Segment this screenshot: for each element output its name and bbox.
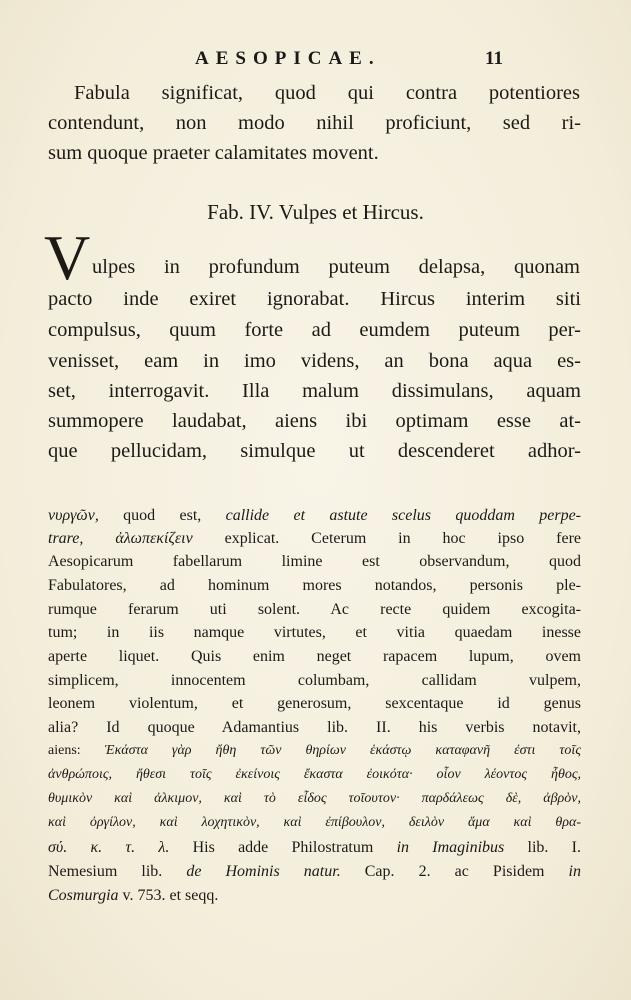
fable-line: que pellucidam, simulque ut descenderet adhor- [48, 440, 581, 462]
italic-text: Cosmurgia [48, 887, 119, 904]
greek-text: καὶ ὀργίλον, καὶ λοχητικὸν, καὶ ἐπίβουλον, δειλὸν ἅμα καὶ θρα- [48, 815, 581, 830]
moral-line: Fabula significat, quod qui contra potentiores [74, 82, 580, 104]
footnote-line [48, 788, 581, 810]
footnote-line [48, 861, 581, 883]
footnote-line: tum; in iis namque virtutes, et vitia quaedam inesse [48, 624, 581, 641]
greek-text: ἀνθρώποις, ἤθεσι τοῖς ἐκείνοις ἔκαστα ἐοικότα· οἷον λέοντος ἦθος, [48, 767, 581, 782]
latin-text: Cap. 2. ac Pisidem [340, 863, 545, 880]
fable-line: summopere laudabat, aiens ibi optimam esse at- [48, 410, 581, 432]
footnote-line: Fabulatores, ad hominum mores notandos, personis ple- [48, 577, 581, 594]
italic-text: de Hominis natur. [162, 863, 341, 880]
latin-text: v. 753. et seqq. [118, 887, 219, 904]
latin-text: lib. I. [504, 839, 582, 856]
footnote-line: aperte liquet. Quis enim neget rapacem lupum, ovem [48, 648, 581, 665]
fable-line: compulsus, quum forte ad eumdem puteum per- [48, 319, 581, 341]
footnote-line [48, 505, 581, 527]
fable-line: venisset, eam in imo videns, an bona aqua es- [48, 350, 581, 372]
latin-text: His adde Philostratum [169, 839, 374, 856]
footnote-line: simplicem, innocentem columbam, callidam vulpem, [48, 672, 581, 689]
moral-line: contendunt, non modo nihil proficiunt, sed ri- [48, 112, 581, 134]
footnote-line: alia? Id quoque Adamantius lib. II. his verbis notavit, [48, 719, 581, 736]
greek-text: σύ. κ. τ. λ. [48, 839, 170, 856]
fable-line: ulpes in profundum puteum delapsa, quonam [92, 256, 580, 278]
fable-heading: Fab. IV. Vulpes et Hircus. [207, 200, 424, 224]
italic-text: callide et astute scelus quoddam perpe- [201, 507, 582, 524]
footnote-line [48, 812, 581, 834]
footnote-line [48, 837, 581, 859]
footnote-line [48, 740, 581, 762]
greek-text: νυργῶν, [48, 507, 99, 524]
moral-line: sum quoque praeter calamitates movent. [48, 142, 379, 164]
footnote-line: rumque ferarum uti solent. Ac recte quidem excogita- [48, 601, 581, 618]
running-title: AESOPICAE. [195, 48, 381, 69]
latin-text: explicat. Ceterum in hoc ipso fere [192, 530, 581, 547]
italic-text: in [544, 863, 582, 880]
greek-text: ἀλωπεκίζειν [83, 530, 193, 547]
drop-cap: V [44, 222, 91, 293]
footnote-line: Aesopicarum fabellarum limine est observandum, quod [48, 553, 581, 570]
running-head [0, 48, 631, 74]
italic-text: in Imaginibus [373, 839, 505, 856]
footnote-line: leonem violentum, et generosum, sexcentaque id genus [48, 695, 581, 712]
greek-text: Ἑκάστα γὰρ ἤθη τῶν θηρίων ἑκάστῳ καταφανῆ ἐστι τοῖς [104, 743, 581, 758]
fable-line: pacto inde exiret ignorabat. Hircus interim siti [48, 288, 581, 310]
footnote-line [48, 885, 581, 907]
latin-text: quod est, [98, 507, 202, 524]
latin-text: Nemesium lib. [48, 863, 163, 880]
footnote-line [48, 764, 581, 786]
fable-line: set, interrogavit. Illa malum dissimulans, aquam [48, 380, 581, 402]
footnote-line [48, 528, 581, 550]
greek-text: θυμικὸν καὶ ἀλκιμον, καὶ τὸ εἶδος τοῖουτον· παρδάλεως δὲ, ἀβρὸν, [48, 791, 581, 806]
latin-text: aiens: [48, 743, 105, 758]
italic-text: trare, [48, 530, 84, 547]
page-number: 11 [485, 48, 503, 69]
